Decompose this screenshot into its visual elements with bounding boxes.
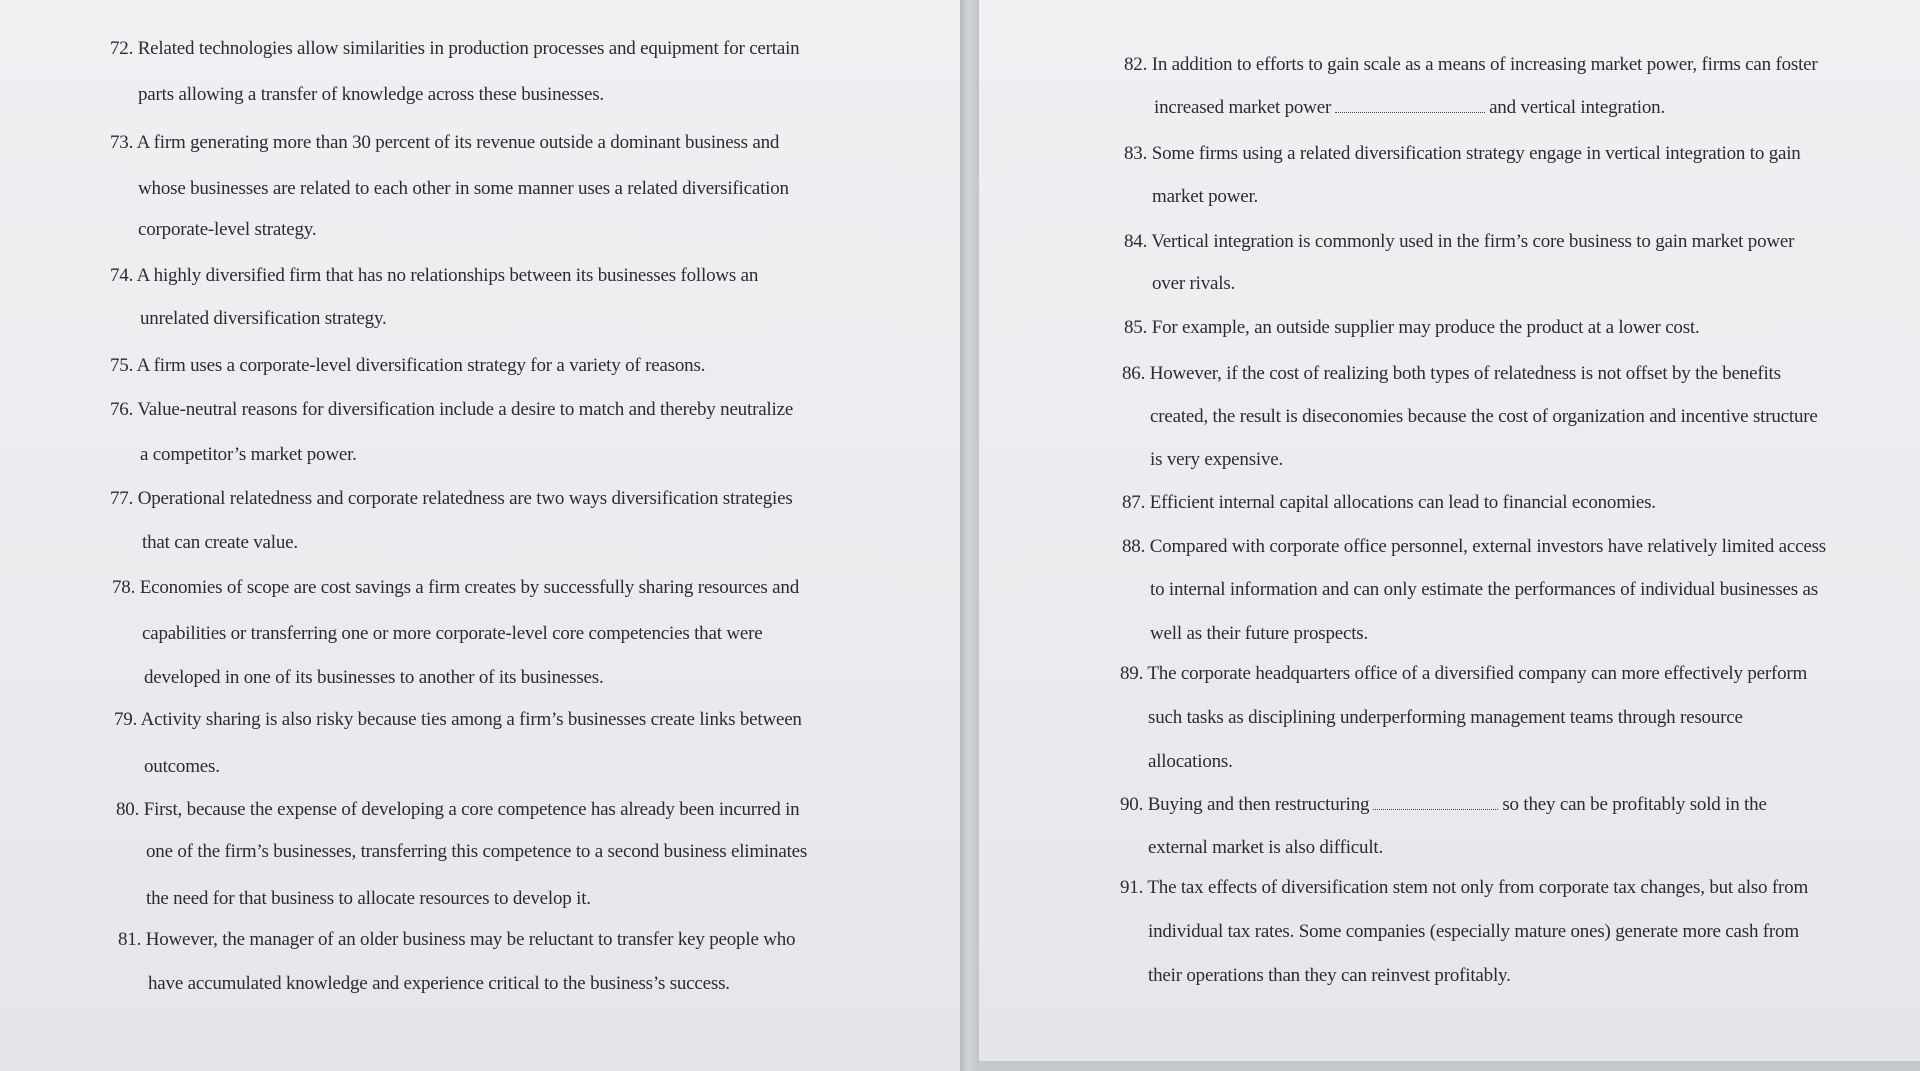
q85-line-1: 85. For example, an outside supplier may produce the product at a lower cost. [1124, 317, 1700, 338]
q84-line-2: over rivals. [1152, 273, 1236, 294]
q86-line-2: created, the result is diseconomies because the cost of organization and incentive structure [1150, 406, 1818, 427]
q77-line-1: 77. Operational relatedness and corporate relatedness are two ways diversification strategies [110, 488, 793, 509]
q78-line-1: 78. Economies of scope are cost savings a firm creates by successfully sharing resources and [112, 577, 800, 598]
q90-line-2: external market is also difficult. [1148, 837, 1384, 858]
q79-line-1: 79. Activity sharing is also risky because ties among a firm’s businesses create links between [114, 709, 802, 730]
q76-line-2: a competitor’s market power. [140, 444, 357, 465]
q88-line-1: 88. Compared with corporate office personnel, external investors have relatively limited access [1122, 536, 1826, 557]
q83-line-1: 83. Some firms using a related diversification strategy engage in vertical integration to gain [1124, 143, 1801, 164]
q76-line-1: 76. Value-neutral reasons for diversification include a desire to match and thereby neutralize [110, 399, 794, 420]
q84-line-1: 84. Vertical integration is commonly used in the firm’s core business to gain market power [1124, 231, 1795, 252]
q83-line-2: market power. [1152, 186, 1259, 207]
q72-line-1: 72. Related technologies allow similarities in production processes and equipment for certain [110, 38, 800, 59]
q90-answer-blank [1373, 795, 1498, 810]
q89-line-3: allocations. [1148, 751, 1233, 772]
q88-line-2: to internal information and can only estimate the performances of individual businesses as [1150, 579, 1818, 600]
q89-line-2: such tasks as disciplining underperforming management teams through resource [1148, 707, 1743, 728]
q86-line-1: 86. However, if the cost of realizing both types of relatedness is not offset by the benefits [1122, 363, 1781, 384]
q81-line-1: 81. However, the manager of an older business may be reluctant to transfer key people who [118, 929, 796, 950]
q82-answer-blank [1335, 98, 1485, 113]
q80-line-2: one of the firm’s businesses, transferring this competence to a second business eliminates [146, 841, 808, 862]
q72-line-2: parts allowing a transfer of knowledge across these businesses. [138, 84, 604, 105]
q90-text-before-blank: 90. Buying and then restructuring [1120, 794, 1370, 815]
q75-line-1: 75. A firm uses a corporate-level diversification strategy for a variety of reasons. [110, 355, 706, 376]
q78-line-2: capabilities or transferring one or more corporate-level core competencies that were [142, 623, 763, 644]
right-page [979, 0, 1920, 1071]
q86-line-3: is very expensive. [1150, 449, 1284, 470]
q78-line-3: developed in one of its businesses to another of its businesses. [144, 667, 604, 688]
q77-line-2: that can create value. [142, 532, 298, 553]
q89-line-1: 89. The corporate headquarters office of a diversified company can more effectively perform [1120, 663, 1808, 684]
q88-line-3: well as their future prospects. [1150, 623, 1369, 644]
q82-text-after-blank: and vertical integration. [1489, 97, 1666, 118]
q90-line-1 [1120, 793, 1767, 817]
q81-line-2: have accumulated knowledge and experience critical to the business’s success. [148, 973, 730, 994]
book-gutter [960, 0, 979, 1071]
q73-line-2: whose businesses are related to each other in some manner uses a related diversification [138, 178, 789, 199]
q74-line-2: unrelated diversification strategy. [140, 308, 387, 329]
q82-line-1: 82. In addition to efforts to gain scale as a means of increasing market power, firms can foster [1124, 54, 1818, 75]
q91-line-1: 91. The tax effects of diversification stem not only from corporate tax changes, but also from [1120, 877, 1809, 898]
q80-line-1: 80. First, because the expense of developing a core competence has already been incurred in [116, 799, 800, 820]
q91-line-2: individual tax rates. Some companies (especially mature ones) generate more cash from [1148, 921, 1799, 942]
q80-line-3: the need for that business to allocate resources to develop it. [146, 888, 591, 909]
q73-line-1: 73. A firm generating more than 30 percent of its revenue outside a dominant business and [110, 132, 780, 153]
q79-line-2: outcomes. [144, 756, 220, 777]
q73-line-3: corporate-level strategy. [138, 219, 317, 240]
q82-text-before-blank: increased market power [1154, 97, 1332, 118]
q82-line-2 [1154, 96, 1665, 120]
page-bottom-edge [979, 1061, 1920, 1071]
q87-line-1: 87. Efficient internal capital allocations can lead to financial economies. [1122, 492, 1656, 513]
q91-line-3: their operations than they can reinvest profitably. [1148, 965, 1511, 986]
q74-line-1: 74. A highly diversified firm that has no relationships between its businesses follows an [110, 265, 759, 286]
q90-text-after-blank: so they can be profitably sold in the [1502, 794, 1767, 815]
